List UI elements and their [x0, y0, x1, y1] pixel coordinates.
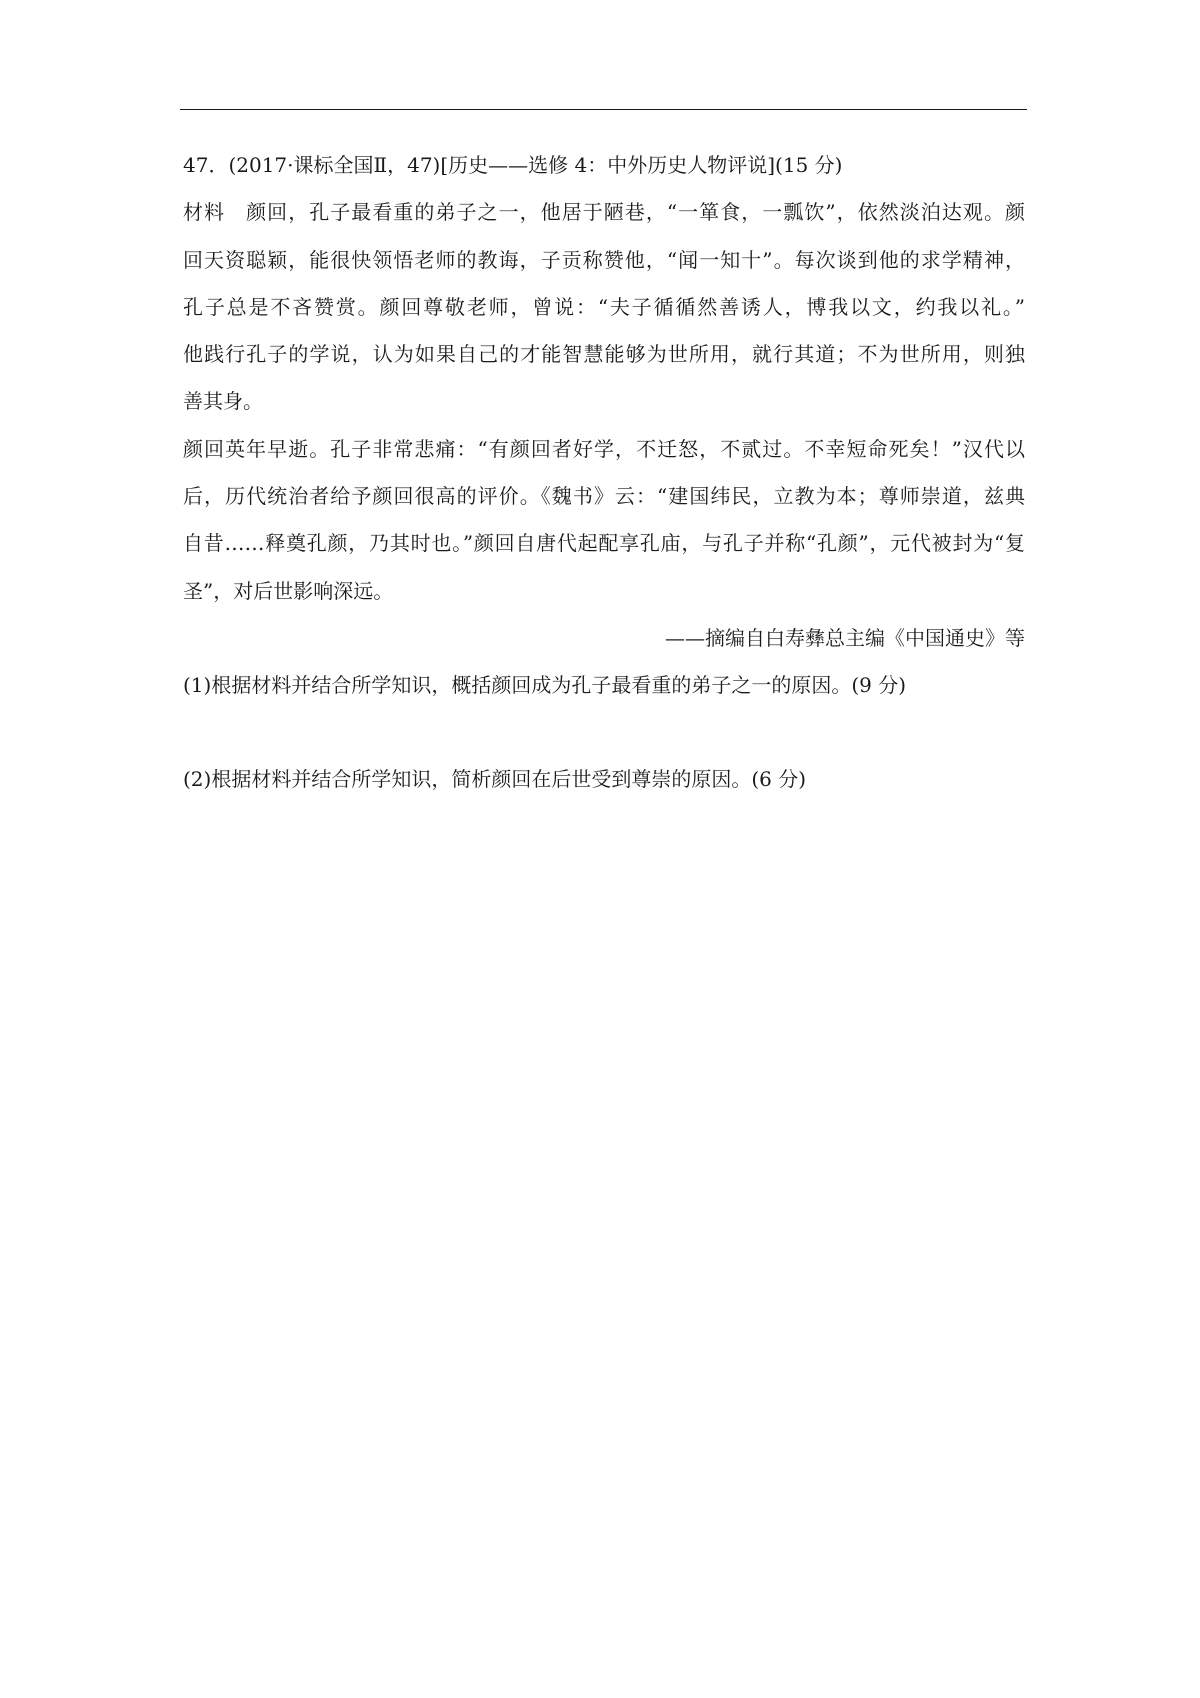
material-passage — [183, 197, 1025, 605]
material-line: 自昔……释奠孔颜，乃其时也。”颜回自唐代起配享孔庙，与孔子并称“孔颜”，元代被封为“复 — [183, 531, 1025, 556]
question-header: 47．(2017·课标全国Ⅱ，47)[历史——选修 4：中外历史人物评说](15 分) — [183, 153, 843, 177]
header-rule — [180, 109, 1027, 110]
subquestion-1: (1)根据材料并结合所学知识，概括颜回成为孔子最看重的弟子之一的原因。(9 分) — [183, 673, 907, 698]
material-line: 圣”，对后世影响深远。 — [183, 578, 394, 603]
material-line: 后，历代统治者给予颜回很高的评价。《魏书》云：“建国纬民，立教为本；尊师崇道，兹典 — [183, 484, 1025, 509]
material-line: 善其身。 — [183, 389, 263, 414]
material-line: 材料 颜回，孔子最看重的弟子之一，他居于陋巷，“一箪食，一瓢饮”，依然淡泊达观。颜 — [183, 200, 1025, 225]
material-line: 他践行孔子的学说，认为如果自己的才能智慧能够为世所用，就行其道；不为世所用，则独 — [183, 342, 1025, 367]
question-block — [183, 150, 1025, 812]
source-citation: ——摘编自白寿彝总主编《中国通史》等 — [665, 625, 1025, 650]
material-line: 颜回英年早逝。孔子非常悲痛：“有颜回者好学，不迁怒，不贰过。不幸短命死矣！”汉代以 — [183, 436, 1025, 461]
material-line: 孔子总是不吝赞赏。颜回尊敬老师，曾说：“夫子循循然善诱人，博我以文，约我以礼。” — [183, 294, 1025, 319]
material-line: 回天资聪颖，能很快领悟老师的教诲，子贡称赞他，“闻一知十”。每次谈到他的求学精神， — [183, 247, 1025, 272]
subquestion-2: (2)根据材料并结合所学知识，简析颜回在后世受到尊崇的原因。(6 分) — [183, 767, 807, 792]
